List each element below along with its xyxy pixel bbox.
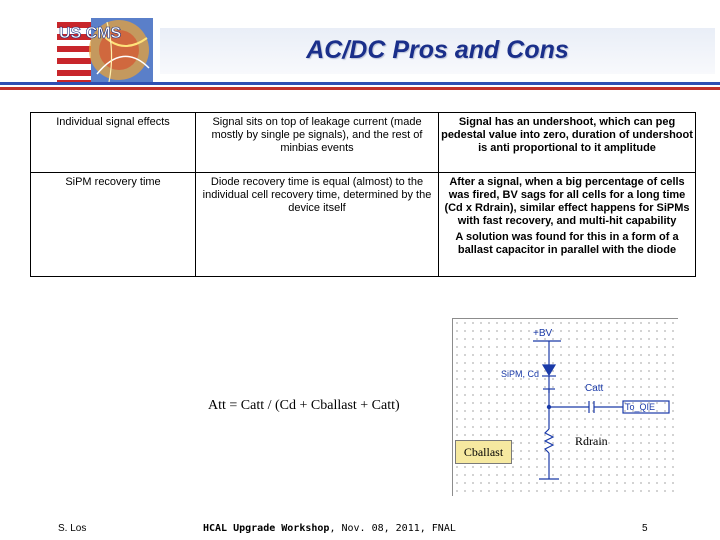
row-con: After a signal, when a big percentage of cells was fired, BV sags for all cells for a long time (Cd x Rdrain), similar effect happens for SiPMs with fast recovery, and multi-hit capability	[444, 176, 690, 227]
bv-label: +BV	[533, 328, 553, 339]
footer-author: S. Los	[58, 523, 87, 534]
circuit-schematic	[452, 318, 678, 496]
pros-cons-table	[30, 112, 696, 277]
cballast-label: Cballast	[455, 440, 512, 464]
row-topic: Individual signal effects	[31, 113, 196, 173]
row-pro: Signal sits on top of leakage current (made mostly by single pe signals), and the rest of minbias events	[196, 113, 439, 173]
us-cms-logo	[57, 18, 153, 84]
catt-label: Catt	[585, 383, 604, 394]
table-row	[31, 173, 696, 277]
title-bar	[160, 28, 715, 74]
rdrain-label: Rdrain	[575, 434, 608, 448]
sipm-label: SiPM, Cd	[501, 369, 540, 379]
rdrain-symbol	[545, 429, 553, 453]
row-con-cell	[439, 173, 696, 277]
output-label: To_QIE	[625, 402, 656, 412]
junction-dot	[547, 405, 551, 409]
logo-text: US CMS	[59, 25, 122, 42]
slide-title: AC/DC Pros and Cons	[306, 36, 569, 64]
header-rule-red	[0, 87, 720, 90]
row-solution-note: A solution was found for this in a form of a ballast capacitor in parallel with the diode	[455, 231, 679, 256]
page-number: 5	[642, 523, 648, 534]
footer-event-date: , Nov. 08, 2011, FNAL	[329, 523, 456, 534]
diode-symbol	[543, 365, 555, 375]
row-con: Signal has an undershoot, which can peg pedestal value into zero, duration of undershoot is anti proportional to it amplitude	[439, 113, 696, 173]
row-topic: SiPM recovery time	[31, 173, 196, 277]
header-rule-blue	[0, 82, 720, 85]
row-pro: Diode recovery time is equal (almost) to the individual cell recovery time, determined by the device itself	[196, 173, 439, 277]
attenuation-formula: Att = Catt / (Cd + Cballast + Catt)	[208, 398, 400, 413]
footer-event	[203, 523, 456, 534]
table-row	[31, 113, 696, 173]
footer-event-name: HCAL Upgrade Workshop	[203, 523, 330, 534]
